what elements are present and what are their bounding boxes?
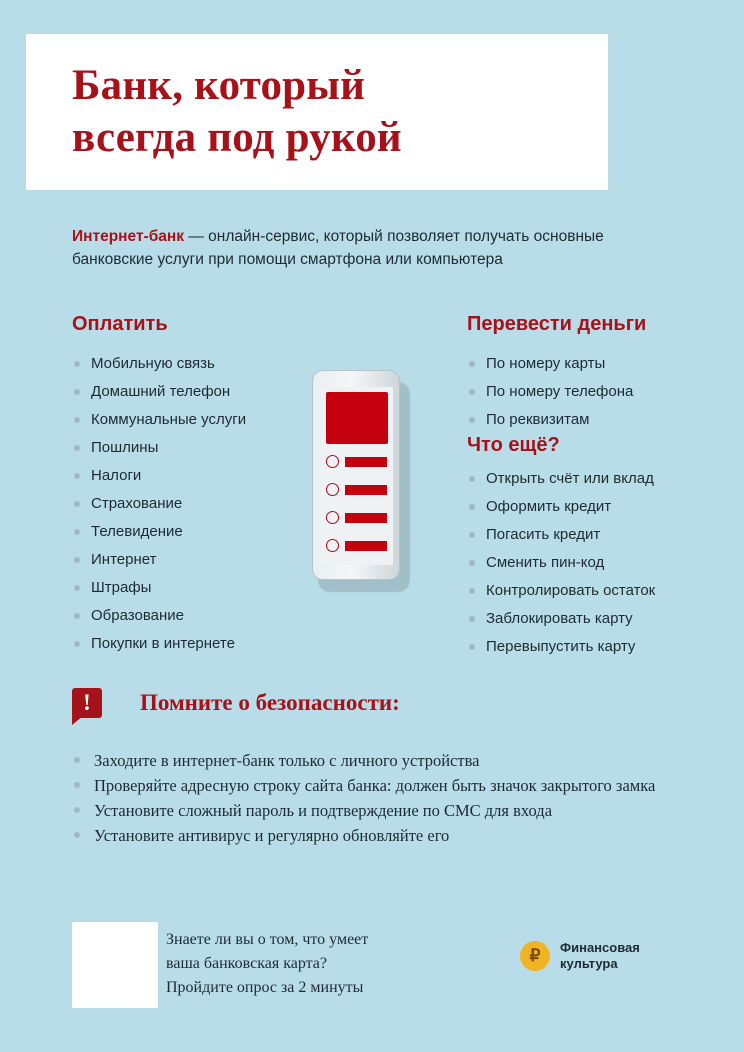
- title-band: [26, 34, 608, 190]
- brand-name: [560, 940, 640, 972]
- list-more: [467, 465, 707, 661]
- list-item: Открыть счёт или вклад: [467, 465, 707, 493]
- brand-logo: [520, 940, 640, 972]
- section-heading-pay: Оплатить: [72, 313, 168, 335]
- brand-name-line-2: культура: [560, 956, 618, 971]
- screen-row: [326, 453, 388, 472]
- intro-lead: Интернет-банк: [72, 228, 185, 245]
- exclamation-glyph: !: [83, 690, 91, 715]
- list-item: Страхование: [72, 490, 312, 518]
- list-item: Установите сложный пароль и подтверждение по СМС для входа: [72, 798, 672, 823]
- circle-icon: [326, 483, 339, 496]
- list-item: Пошлины: [72, 434, 312, 462]
- list-security: [72, 748, 672, 848]
- brand-name-line-1: Финансовая: [560, 940, 640, 955]
- phone-body: [312, 370, 400, 580]
- screen-bar: [345, 485, 387, 495]
- footer-promo-text: [166, 928, 466, 1000]
- list-pay: [72, 350, 312, 658]
- circle-icon: [326, 539, 339, 552]
- list-item: Налоги: [72, 462, 312, 490]
- smartphone-illustration: [312, 370, 410, 592]
- list-item: Домашний телефон: [72, 378, 312, 406]
- qr-code[interactable]: [72, 922, 158, 1008]
- screen-bar: [345, 457, 387, 467]
- list-item: Сменить пин-код: [467, 549, 707, 577]
- list-item: Оформить кредит: [467, 493, 707, 521]
- list-item: По номеру телефона: [467, 378, 697, 406]
- list-item: Заблокировать карту: [467, 605, 707, 633]
- list-item: Штрафы: [72, 574, 312, 602]
- list-item: По номеру карты: [467, 350, 697, 378]
- circle-icon: [326, 511, 339, 524]
- list-item: Покупки в интернете: [72, 630, 312, 658]
- ruble-coin-icon: ₽: [520, 941, 550, 971]
- list-item: Проверяйте адресную строку сайта банка: должен быть значок закрытого замка: [72, 773, 672, 798]
- list-item: Мобильную связь: [72, 350, 312, 378]
- circle-icon: [326, 455, 339, 468]
- list-item: Перевыпустить карту: [467, 633, 707, 661]
- section-heading-security: Помните о безопасности:: [140, 690, 400, 715]
- list-item: Погасить кредит: [467, 521, 707, 549]
- section-heading-transfer: Перевести деньги: [467, 313, 647, 335]
- list-item: Контролировать остаток: [467, 577, 707, 605]
- section-heading-more: Что ещё?: [467, 434, 560, 456]
- list-transfer: [467, 350, 697, 434]
- page-title-line-2: всегда под рукой: [72, 114, 402, 161]
- list-item: Телевидение: [72, 518, 312, 546]
- screen-banner: [326, 392, 388, 444]
- list-item: Установите антивирус и регулярно обновляйте его: [72, 823, 672, 848]
- page-title-line-1: Банк, который: [72, 62, 366, 109]
- list-item: Образование: [72, 602, 312, 630]
- screen-row: [326, 481, 388, 500]
- screen-bar: [345, 541, 387, 551]
- screen-row: [326, 509, 388, 528]
- screen-bar: [345, 513, 387, 523]
- footer-promo-line-1: Знаете ли вы о том, что умеет: [166, 931, 369, 948]
- intro-rest: — онлайн-сервис, который позволяет получать основные банковские услуги при помощи смартфона или компьютера: [72, 228, 604, 268]
- footer-promo-line-3: Пройдите опрос за 2 минуты: [166, 979, 364, 996]
- qr-code-pattern: [76, 926, 154, 1004]
- list-item: Заходите в интернет-банк только с личного устройства: [72, 748, 672, 773]
- phone-screen: [321, 387, 393, 565]
- screen-row: [326, 537, 388, 556]
- exclamation-flag-icon: [72, 688, 105, 724]
- intro-paragraph: [72, 225, 652, 271]
- list-item: По реквизитам: [467, 406, 697, 434]
- list-item: Коммунальные услуги: [72, 406, 312, 434]
- footer-promo-line-2: ваша банковская карта?: [166, 955, 327, 972]
- list-item: Интернет: [72, 546, 312, 574]
